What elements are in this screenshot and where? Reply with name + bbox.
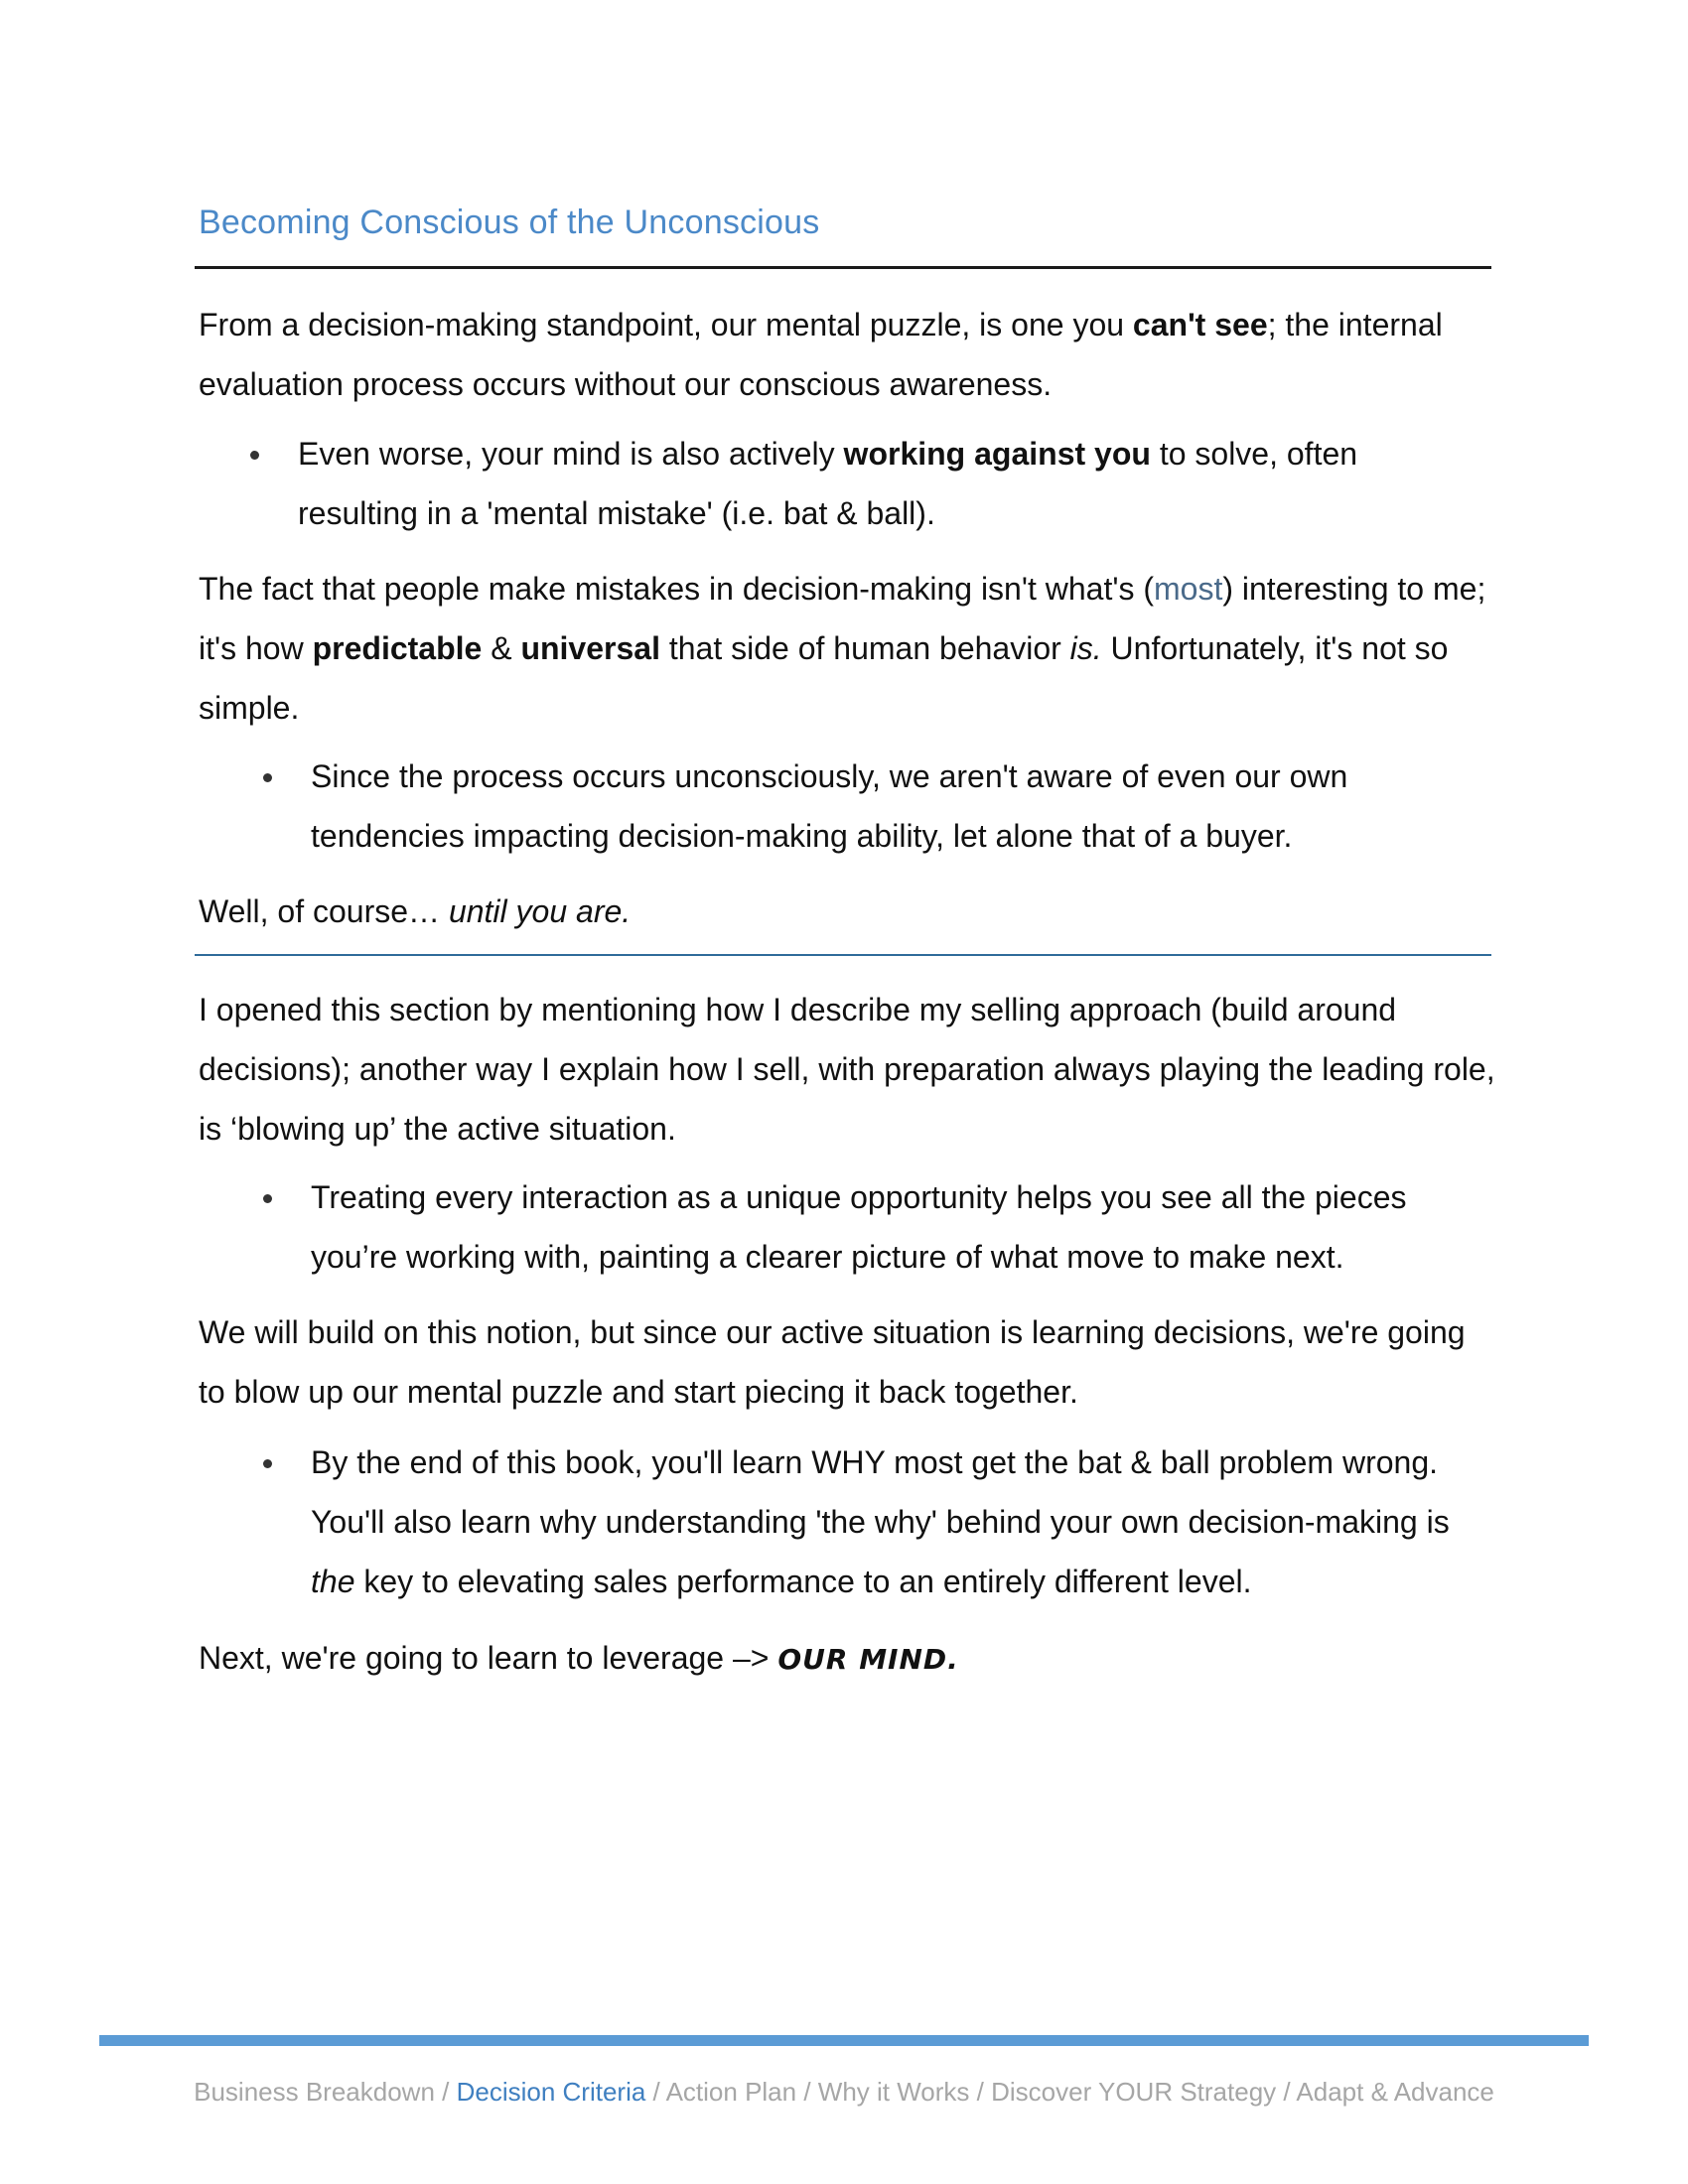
p3-text-a: Well, of course… (199, 893, 449, 929)
paragraph-3-text (199, 882, 1499, 941)
bullet4-italic-the: the (311, 1564, 355, 1599)
bullet-dot-icon (263, 1459, 272, 1468)
bullet-dot-icon (250, 451, 259, 460)
bullet-list-1 (298, 424, 1410, 543)
p2-text-i: Unfortunately, it's not so simple. (199, 630, 1449, 726)
paragraph-4-text: I opened this section by mentioning how I describe my selling approach (build around decisions); another way I explain how I sell, with preparation always playing the leading role, is ‘blowing up’ the active situation. (199, 992, 1495, 1147)
paragraph-5 (199, 1302, 1499, 1422)
p2-text-g: that side of human behavior (659, 630, 1070, 666)
breadcrumb-separator: / (434, 2077, 457, 2107)
section-heading-block (199, 195, 1499, 250)
paragraph-3 (199, 882, 1499, 941)
bullet2-text: Since the process occurs unconsciously, we aren't aware of even our own tendencies impacting decision-making ability, let alone that of a buyer. (311, 758, 1348, 854)
p1-text-c: ; the internal evaluation process occurs without our conscious awareness. (199, 307, 1443, 402)
paragraph-2-text (199, 559, 1499, 738)
p2-italic-is: is. (1069, 630, 1102, 666)
breadcrumb-separator: / (969, 2077, 992, 2107)
breadcrumb-item[interactable]: Discover YOUR Strategy (991, 2077, 1277, 2107)
list-item (311, 1433, 1492, 1611)
bullet-list-3 (311, 1167, 1473, 1287)
breadcrumb-item[interactable]: Action Plan (665, 2077, 797, 2107)
paragraph-1-text (199, 295, 1499, 414)
footer-breadcrumb (99, 2077, 1589, 2108)
p1-bold-cant-see: can't see (1132, 307, 1268, 342)
paragraph-6 (199, 1628, 1499, 1690)
p2-text-e: & (482, 630, 521, 666)
p2-text-c: ) interesting to me; it's how (199, 571, 1486, 666)
list-item (311, 747, 1413, 866)
bullet1-text-a: Even worse, your mind is also actively (298, 436, 844, 472)
list-item (298, 424, 1410, 543)
heading-rule (195, 266, 1491, 269)
bullet4-text-a: By the end of this book, you'll learn WHY most get the bat & ball problem wrong. You'll also learn why understanding 'the why' behind your own decision-making is (311, 1444, 1450, 1540)
bullet-list-4 (311, 1433, 1492, 1611)
bullet-dot-icon (263, 1194, 272, 1203)
breadcrumb-item[interactable]: Business Breakdown (194, 2077, 435, 2107)
list-item (311, 1167, 1473, 1287)
p6-handwritten-our-mind: OUR MIND. (777, 1643, 959, 1676)
breadcrumb-item[interactable]: Decision Criteria (456, 2077, 646, 2107)
p2-text-a: The fact that people make mistakes in decision-making isn't what's ( (199, 571, 1154, 607)
bullet1-text-c: to solve, often resulting in a 'mental mistake' (i.e. bat & ball). (298, 436, 1358, 531)
paragraph-5-text: We will build on this notion, but since our active situation is learning decisions, we're going to blow up our mental puzzle and start piecing it back together. (199, 1314, 1466, 1410)
paragraph-2 (199, 559, 1499, 738)
breadcrumb-item[interactable]: Adapt & Advance (1296, 2077, 1494, 2107)
paragraph-6-text (199, 1628, 1499, 1690)
section-divider (195, 954, 1491, 956)
paragraph-4 (199, 980, 1499, 1159)
p2-bold-universal: universal (520, 630, 660, 666)
bullet4-text-c: key to elevating sales performance to an entirely different level. (354, 1564, 1252, 1599)
bullet-list-2 (311, 747, 1413, 866)
footer-bar (99, 2035, 1589, 2046)
section-heading: Becoming Conscious of the Unconscious (199, 204, 820, 241)
p1-text-a: From a decision-making standpoint, our mental puzzle, is one you (199, 307, 1133, 342)
bullet-dot-icon (263, 773, 272, 782)
bullet3-text: Treating every interaction as a unique opportunity helps you see all the pieces you’re working with, painting a clearer picture of what move to make next. (311, 1179, 1407, 1275)
paragraph-1 (199, 295, 1499, 414)
breadcrumb-separator: / (645, 2077, 666, 2107)
breadcrumb-separator: / (1276, 2077, 1297, 2107)
breadcrumb-separator: / (796, 2077, 818, 2107)
breadcrumb-item[interactable]: Why it Works (817, 2077, 970, 2107)
p6-text-a: Next, we're going to learn to leverage –> (199, 1640, 778, 1676)
bullet1-bold: working against you (843, 436, 1151, 472)
p2-muted-most: most (1153, 571, 1223, 607)
p2-bold-predictable: predictable (312, 630, 483, 666)
p3-italic-until-you-are: until you are. (448, 893, 632, 929)
